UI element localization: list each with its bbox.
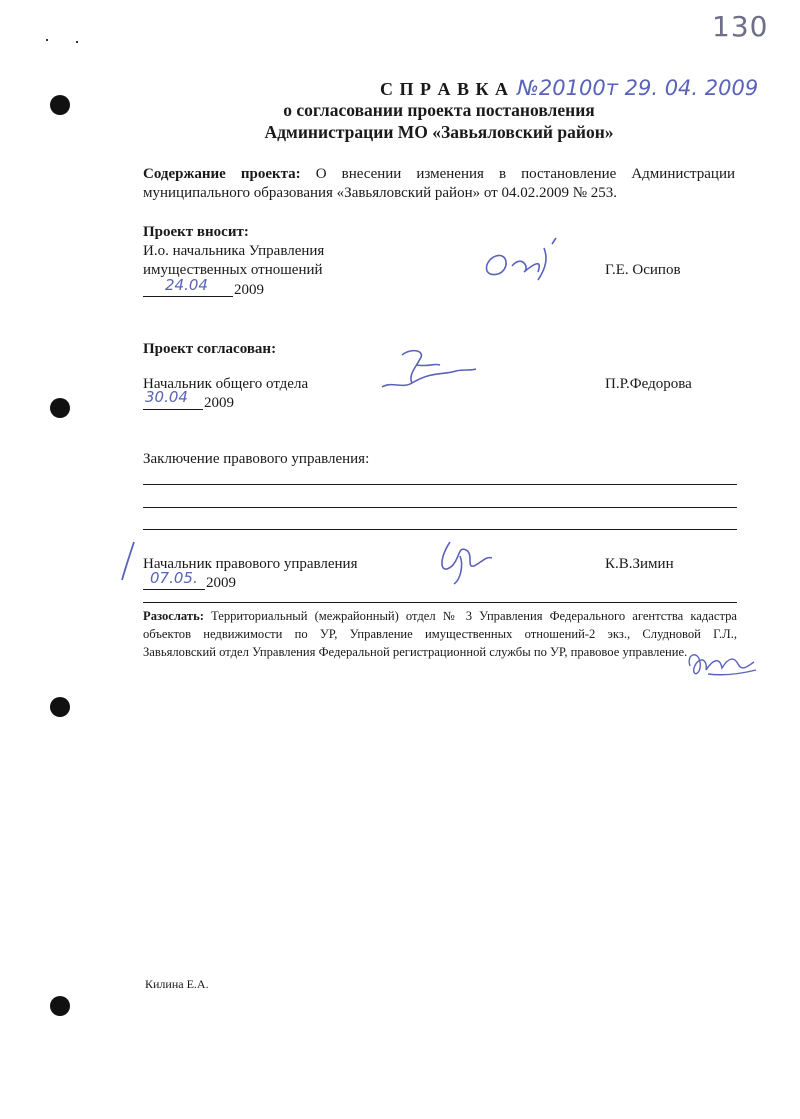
doc-subtitle-2: Администрации МО «Завьяловский район» — [264, 122, 614, 142]
scan-speck — [46, 39, 48, 41]
legal-name: К.В.Зимин — [605, 556, 674, 572]
legal-conclusion-label: Заключение правового управления: — [143, 451, 370, 467]
signature-fedorova — [372, 345, 482, 395]
punch-hole — [50, 996, 70, 1016]
introduced-label: Проект вносит: — [143, 224, 249, 240]
doc-title: С П Р А В К А — [380, 79, 510, 99]
doc-subtitle-1: о согласовании проекта постановления — [283, 100, 595, 120]
approved-date-year: 2009 — [204, 395, 234, 411]
signature-distribution — [684, 644, 764, 684]
approved-date-handwritten: 30.04 — [145, 388, 188, 406]
introduced-date-handwritten: 24.04 — [165, 276, 208, 294]
approved-date-line — [143, 409, 203, 410]
doc-number-handwritten: №20100т 29. 04. 2009 — [517, 76, 759, 100]
approved-position: Начальник общего отдела — [143, 376, 309, 392]
distribution-line3: Завьяловский отдел Управления Федеральной регистрационной службы по УР, правовое управление. — [143, 645, 688, 659]
project-content-line1 — [143, 165, 735, 184]
signature-osipov — [478, 238, 588, 283]
legal-position: Начальник правового управления — [143, 556, 358, 572]
page-number: 130 — [712, 10, 769, 43]
punch-hole — [50, 398, 70, 418]
project-content-label: Содержание проекта: — [143, 166, 301, 182]
punch-hole — [50, 697, 70, 717]
legal-date-handwritten: 07.05. — [150, 569, 198, 587]
project-content-text: О внесении изменения в постановление Администрации — [315, 166, 736, 182]
distribution-line2: объектов недвижимости по УР, Управление имущественных отношений-2 экз., Слудновой Г.Л., — [143, 627, 737, 641]
distribution-text-1: Территориальный (межрайонный) отдел № 3 Управления Федерального агентства кадастра — [211, 609, 737, 623]
introduced-position-2: имущественных отношений — [143, 262, 323, 278]
conclusion-line-3 — [143, 529, 737, 530]
legal-date-line — [143, 589, 205, 590]
distribution-separator — [143, 602, 737, 603]
distribution-label: Разослать: — [143, 609, 204, 623]
conclusion-line-2 — [143, 507, 737, 508]
introduced-date-line — [143, 296, 233, 297]
approved-label: Проект согласован: — [143, 341, 277, 357]
legal-date-year: 2009 — [206, 575, 236, 591]
signature-zimin — [430, 536, 500, 586]
introduced-position-1: И.о. начальника Управления — [143, 243, 325, 259]
introduced-name: Г.Е. Осипов — [605, 262, 681, 278]
approved-name: П.Р.Федорова — [605, 376, 692, 392]
project-content-line2: муниципального образования «Завьяловский район» от 04.02.2009 № 253. — [143, 185, 618, 201]
doc-title-row — [380, 76, 758, 100]
conclusion-line-1 — [143, 484, 737, 485]
margin-check-mark — [118, 540, 138, 585]
distribution-line1 — [143, 608, 737, 625]
introduced-date-year: 2009 — [234, 282, 264, 298]
scan-speck — [76, 41, 78, 43]
document-author: Килина Е.А. — [145, 977, 209, 991]
